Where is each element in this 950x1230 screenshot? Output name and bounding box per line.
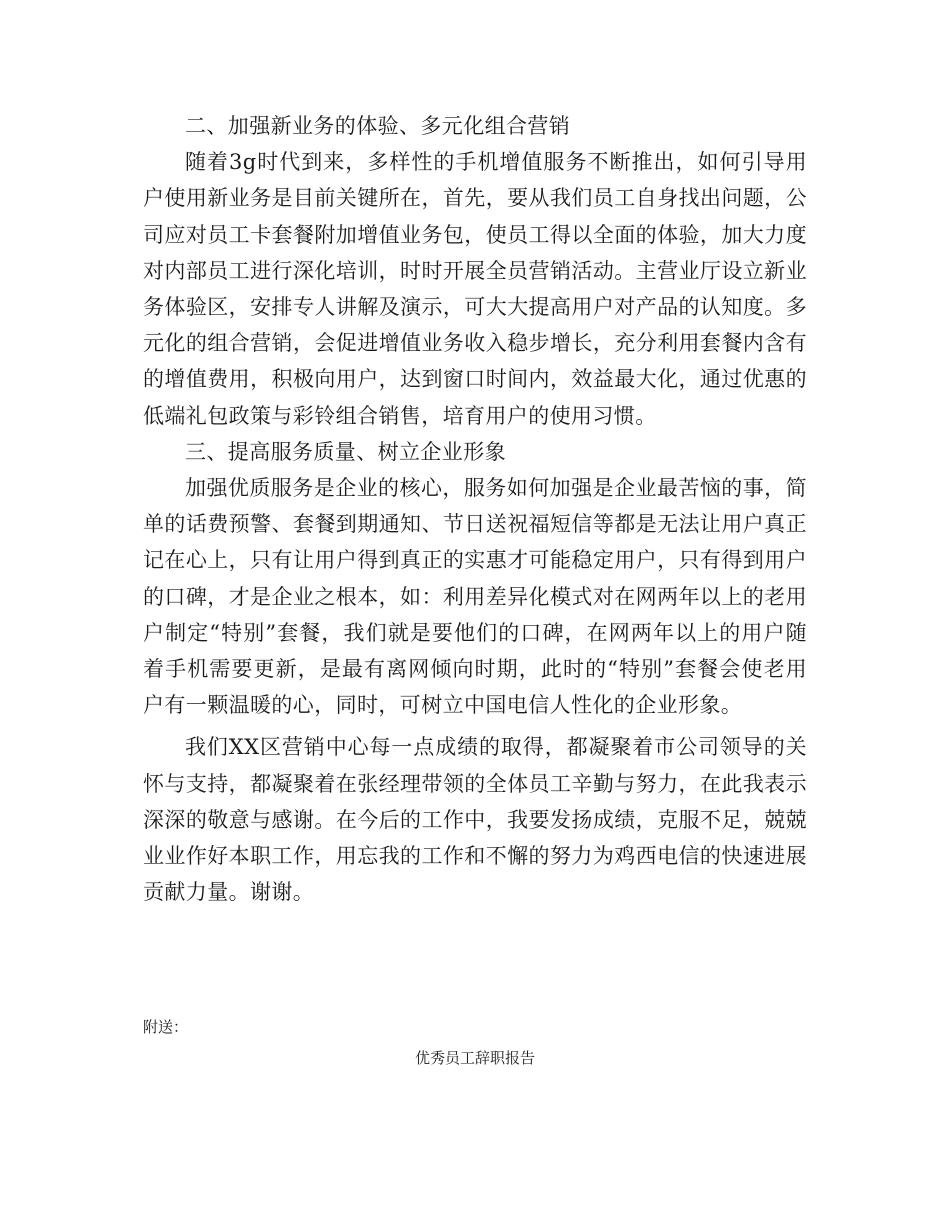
appendix-label: 附送： [143,1018,189,1036]
document-body [143,108,807,910]
section-heading-3: 三、提高服务质量、树立企业形象 [185,439,506,464]
paragraph-closing: 我们XX区营销中心每一点成绩的取得，都凝聚着市公司领导的关怀与支持，都凝聚着在张经理带领的全体员工辛勤与努力，在此我表示深深的敬意与感谢。在今后的工作中，我要发扬成绩，克服不足，兢兢业业作好本职工作，用忘我的工作和不懈的努力为鸡西电信的快速进展贡献力量。谢谢。 [143,735,807,905]
paragraph-service-quality: 加强优质服务是企业的核心，服务如何加强是企业最苦恼的事，简单的话费预警、套餐到期通知、节日送祝福短信等都是无法让用户真正记在心上，只有让用户得到真正的实惠才可能稳定用户，只有得到用户的口碑，才是企业之根本，如：利用差异化模式对在网两年以上的老用户制定“特别”套餐，我们就是要他们的口碑，在网两年以上的用户随着手机需要更新，是最有离网倾向时期，此时的“特别”套餐会使老用户有一颗温暖的心，同时，可树立中国电信人性化的企业形象。 [143,476,807,718]
appendix-title: 优秀员工辞职报告 [414,1049,535,1067]
section-heading-2: 二、加强新业务的体验、多元化组合营销 [185,114,571,138]
paragraph-new-business: 随着3g时代到来，多样性的手机增值服务不断推出，如何引导用户使用新业务是目前关键所在，首先，要从我们员工自身找出问题，公司应对员工卡套餐附加增值业务包，使员工得以全面的体验，加大力度对内部员工进行深化培训，时时开展全员营销活动。主营业厅设立新业务体验区，安排专人讲解及演示，可大大提高用户对产品的认知度。多元化的组合营销，会促进增值业务收入稳步增长，充分利用套餐内含有的增值费用，积极向用户，达到窗口时间内，效益最大化，通过优惠的低端礼包政策与彩铃组合销售，培育用户的使用习惯。 [143,150,807,428]
